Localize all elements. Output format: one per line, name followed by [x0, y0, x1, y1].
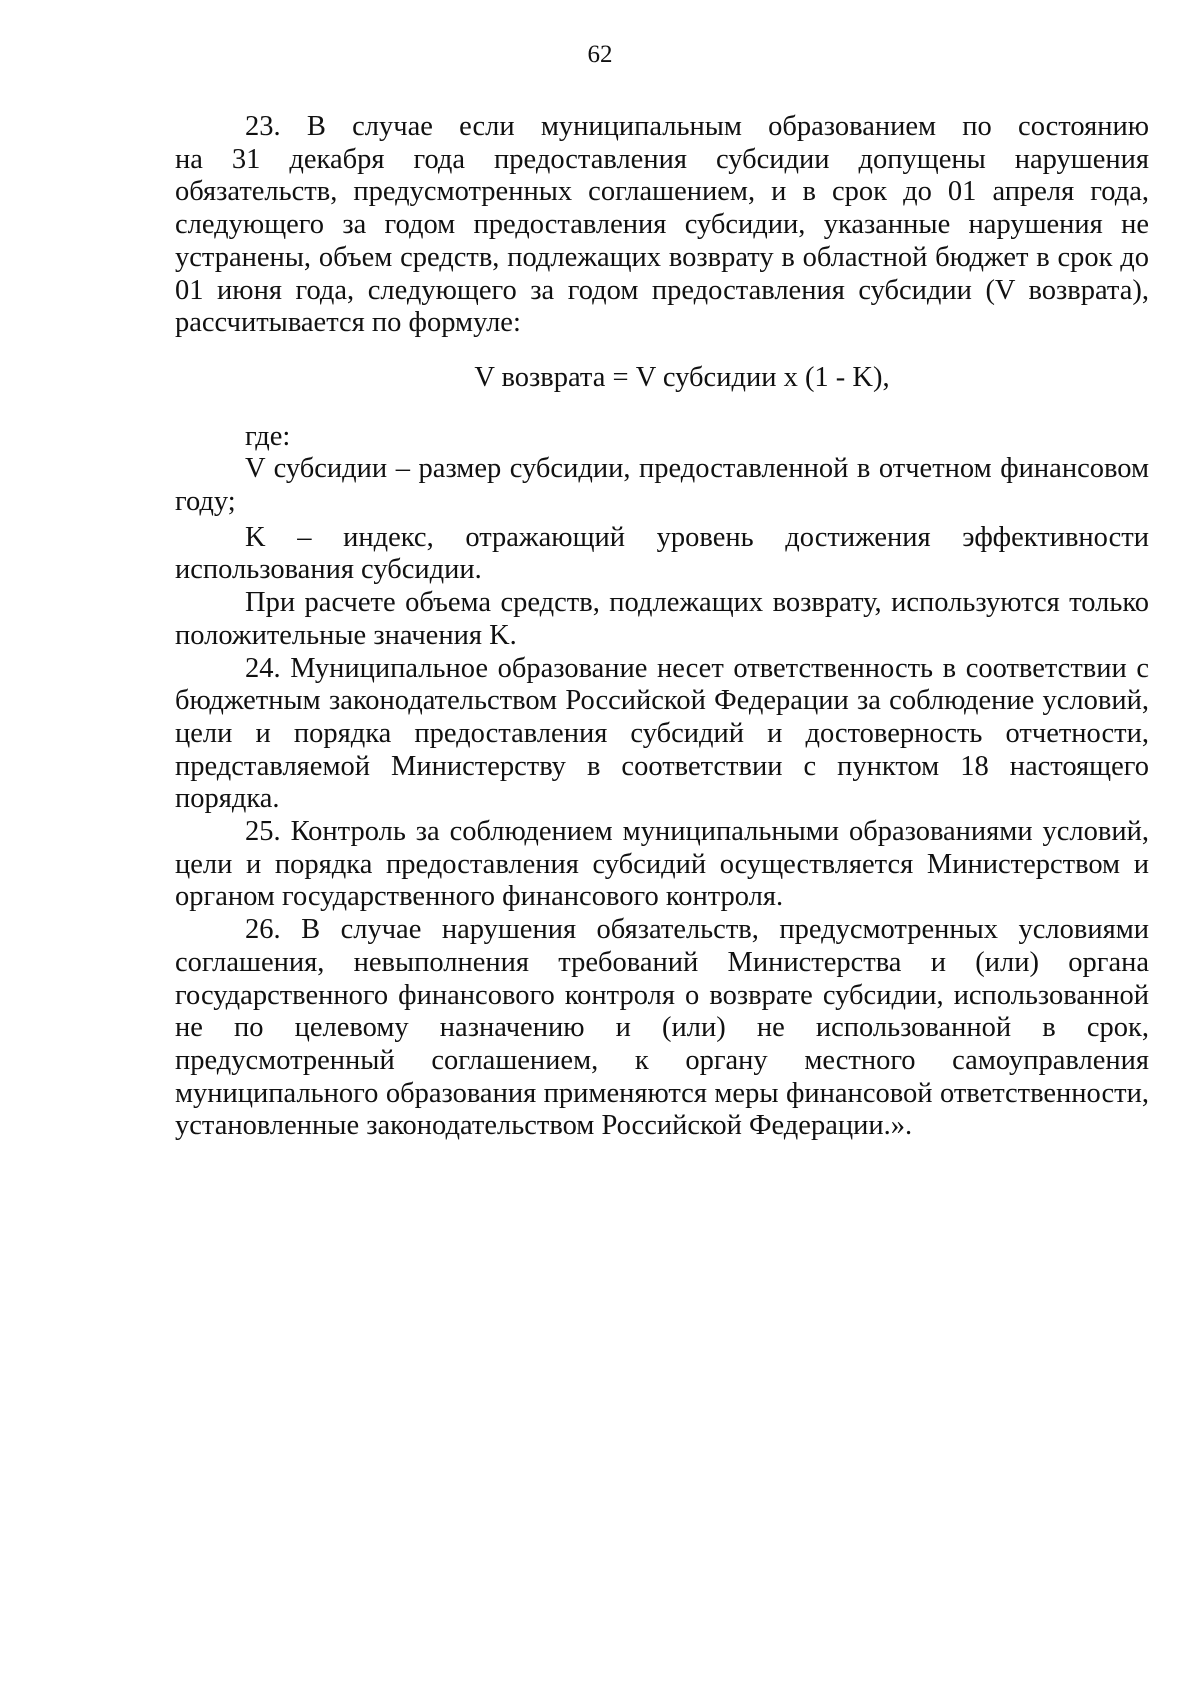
formula-where-label: где:: [245, 420, 291, 452]
paragraph-25: 25. Контроль за соблюдением муниципальными образованиями условий, цели и порядка предоставления субсидий осуществляется Министерством и органом государственного финансового контроля.: [175, 816, 1149, 913]
page-number: 62: [587, 41, 613, 68]
positive-values-note: При расчете объема средств, подлежащих возврату, используются только положительные значения K.: [175, 587, 1149, 651]
definition-k-index: K – индекс, отражающий уровень достижения эффективности использования субсидии.: [175, 521, 1149, 586]
paragraph-24: 24. Муниципальное образование несет ответственность в соответствии с бюджетным законодательством Российской Федерации за соблюдение условий, цели и порядка предоставления субсидий и достоверность отчетности, представляемой Министерству в соответствии с пунктом 18 настоящего порядка.: [175, 652, 1149, 815]
paragraph-26: 26. В случае нарушения обязательств, предусмотренных условиями соглашения, невыполнения требований Министерства и (или) органа государственного финансового контроля о возврате субсидии, использованной не по целевому назначению и (или) не использованной в срок, предусмотренный соглашением, к органу местного самоуправления муниципального образования применяются меры финансовой ответственности, установленные законодательством Российской Федерации.».: [175, 914, 1149, 1142]
paragraph-23-continuation: на 31 декабря года предоставления субсидии допущены нарушения обязательств, предусмотренных соглашением, и в срок до 01 апреля года, следующего за годом предоставления субсидии, указанные нарушения не устранены, объем средств, подлежащих возврату в областной бюджет в срок до 01 июня года, следующего за годом предоставления субсидии (V возврата), рассчитывается по формуле:: [175, 143, 1149, 339]
paragraph-23-first-line: 23. В случае если муниципальным образованием по состоянию: [245, 111, 1149, 142]
document-body: [175, 111, 1149, 1143]
definition-v-subsidy: V субсидии – размер субсидии, предоставленной в отчетном финансовом году;: [175, 453, 1149, 518]
return-formula: V возврата = V субсидии х (1 - K),: [474, 361, 890, 393]
